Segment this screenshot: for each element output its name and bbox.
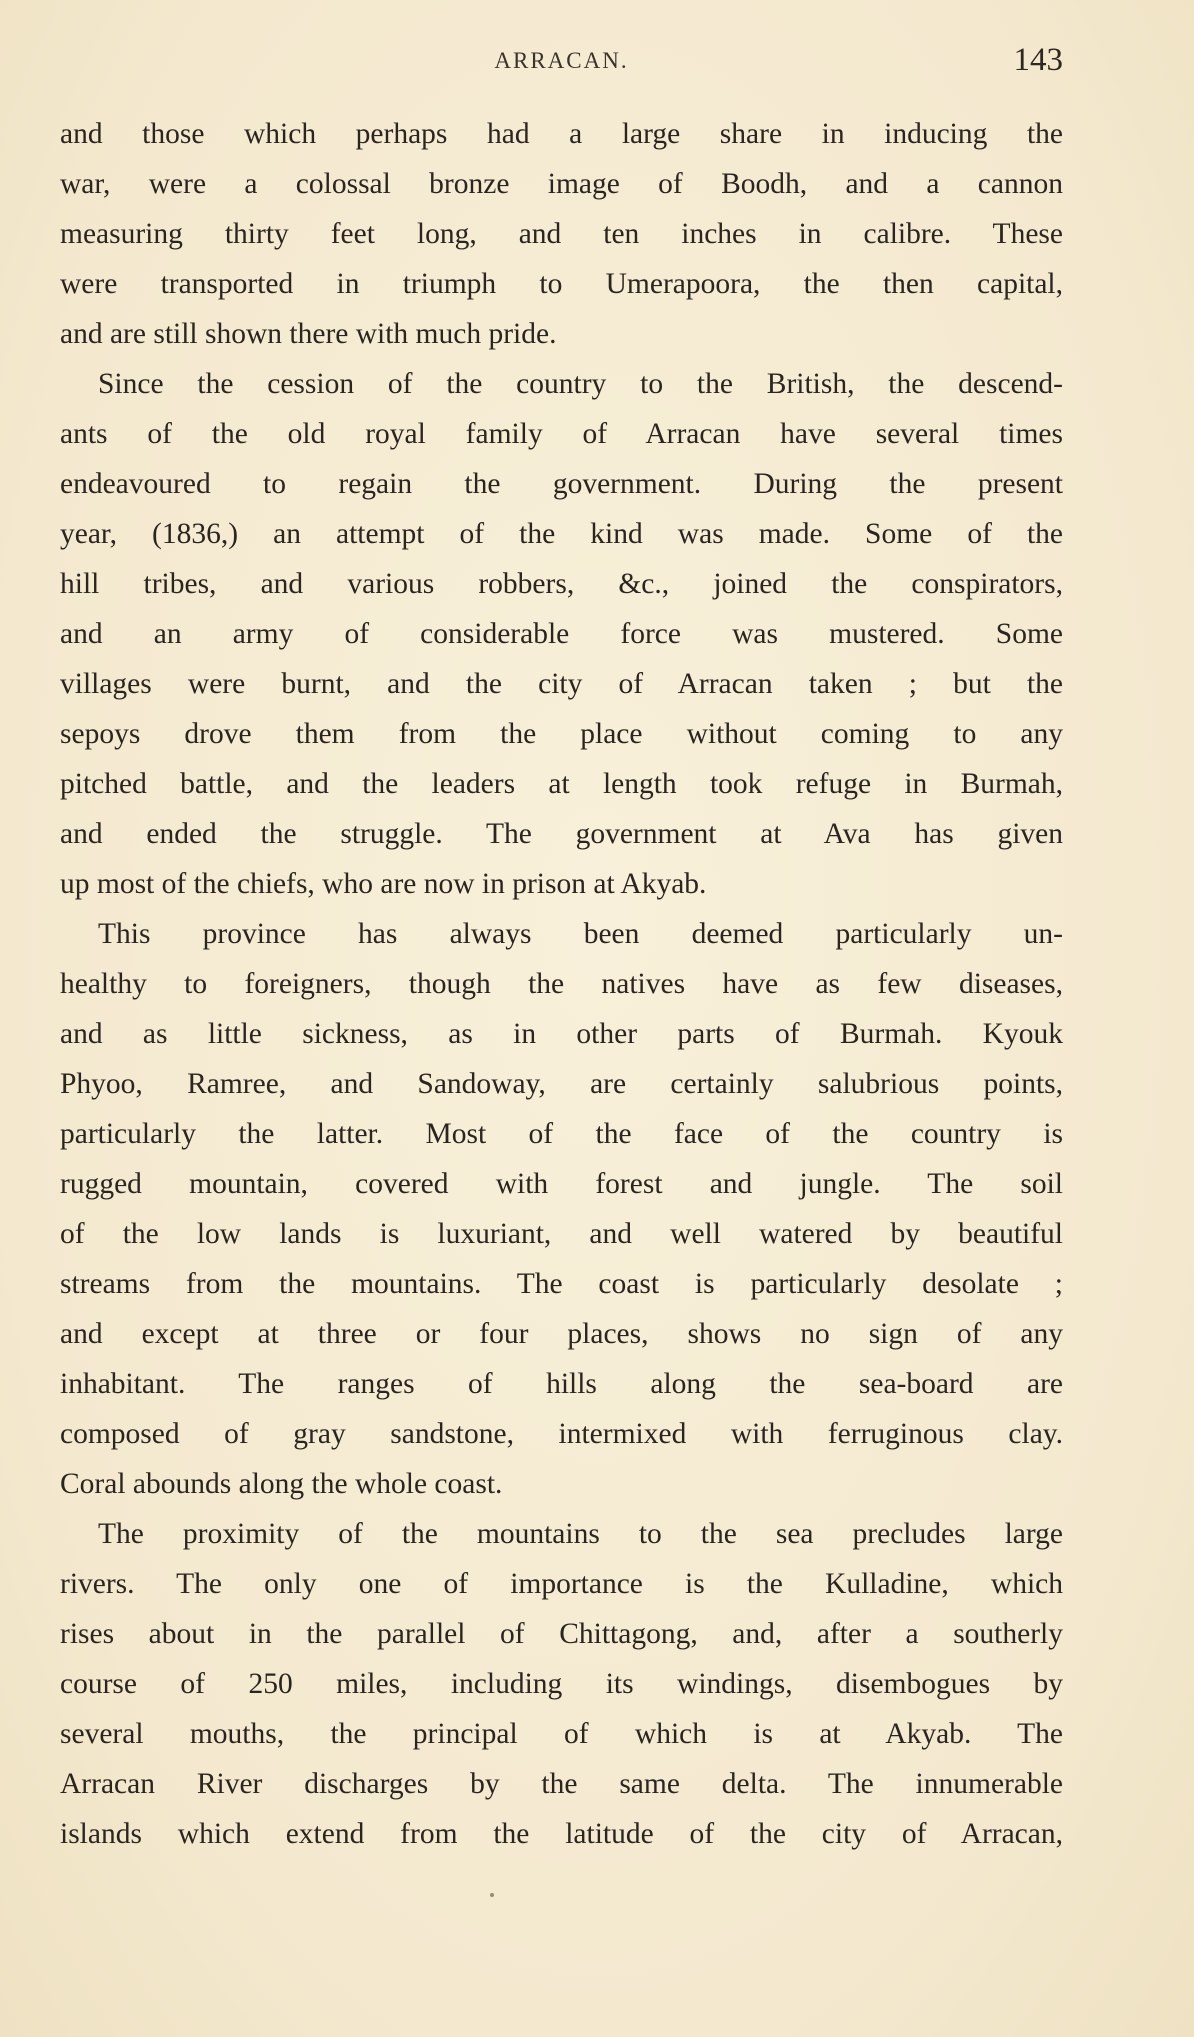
body-text xyxy=(60,109,1063,1859)
text-line: and as little sickness, as in other parts of Burmah. Kyouk xyxy=(60,1018,1063,1050)
page-number: 143 xyxy=(1013,42,1063,78)
running-title: ARRACAN. xyxy=(494,48,629,73)
text-line: inhabitant. The ranges of hills along the sea-board are xyxy=(60,1368,1063,1400)
text-line: and an army of considerable force was mustered. Some xyxy=(60,618,1063,650)
text-line: and except at three or four places, shows no sign of any xyxy=(60,1318,1063,1350)
text-line: course of 250 miles, including its windings, disembogues by xyxy=(60,1668,1063,1700)
text-line: Arracan River discharges by the same delta. The innumerable xyxy=(60,1768,1063,1800)
text-line: sepoys drove them from the place without coming to any xyxy=(60,718,1063,750)
text-line: war, were a colossal bronze image of Boodh, and a cannon xyxy=(60,168,1063,200)
text-line: ants of the old royal family of Arracan have several times xyxy=(60,418,1063,450)
text-line: islands which extend from the latitude of the city of Arracan, xyxy=(60,1818,1063,1850)
text-line: several mouths, the principal of which is at Akyab. The xyxy=(60,1718,1063,1750)
text-line: and are still shown there with much pride. xyxy=(60,318,557,350)
text-line: healthy to foreigners, though the natives have as few diseases, xyxy=(60,968,1063,1000)
text-line: composed of gray sandstone, intermixed with ferruginous clay. xyxy=(60,1418,1063,1450)
text-line: were transported in triumph to Umerapoora, the then capital, xyxy=(60,268,1063,300)
text-line: endeavoured to regain the government. During the present xyxy=(60,468,1063,500)
text-line: year, (1836,) an attempt of the kind was made. Some of the xyxy=(60,518,1063,550)
text-line: rivers. The only one of importance is the Kulladine, which xyxy=(60,1568,1063,1600)
text-line: measuring thirty feet long, and ten inches in calibre. These xyxy=(60,218,1063,250)
text-line: streams from the mountains. The coast is particularly desolate ; xyxy=(60,1268,1063,1300)
text-line: This province has always been deemed particularly un- xyxy=(98,918,1063,950)
text-line: and those which perhaps had a large share in inducing the xyxy=(60,118,1063,150)
text-line: Coral abounds along the whole coast. xyxy=(60,1468,503,1500)
text-line: particularly the latter. Most of the face of the country is xyxy=(60,1118,1063,1150)
text-line: of the low lands is luxuriant, and well watered by beautiful xyxy=(60,1218,1063,1250)
text-line: villages were burnt, and the city of Arracan taken ; but the xyxy=(60,668,1063,700)
text-line: and ended the struggle. The government at Ava has given xyxy=(60,818,1063,850)
ink-speck xyxy=(490,1893,494,1897)
text-line: Since the cession of the country to the British, the descend- xyxy=(98,368,1063,400)
text-line: hill tribes, and various robbers, &c., joined the conspirators, xyxy=(60,568,1063,600)
running-head xyxy=(60,44,1063,84)
text-line: rises about in the parallel of Chittagong, and, after a southerly xyxy=(60,1618,1063,1650)
text-line: pitched battle, and the leaders at length took refuge in Burmah, xyxy=(60,768,1063,800)
text-line: up most of the chiefs, who are now in prison at Akyab. xyxy=(60,868,707,900)
text-line: rugged mountain, covered with forest and jungle. The soil xyxy=(60,1168,1063,1200)
text-line: The proximity of the mountains to the sea precludes large xyxy=(98,1518,1063,1550)
text-line: Phyoo, Ramree, and Sandoway, are certainly salubrious points, xyxy=(60,1068,1063,1100)
